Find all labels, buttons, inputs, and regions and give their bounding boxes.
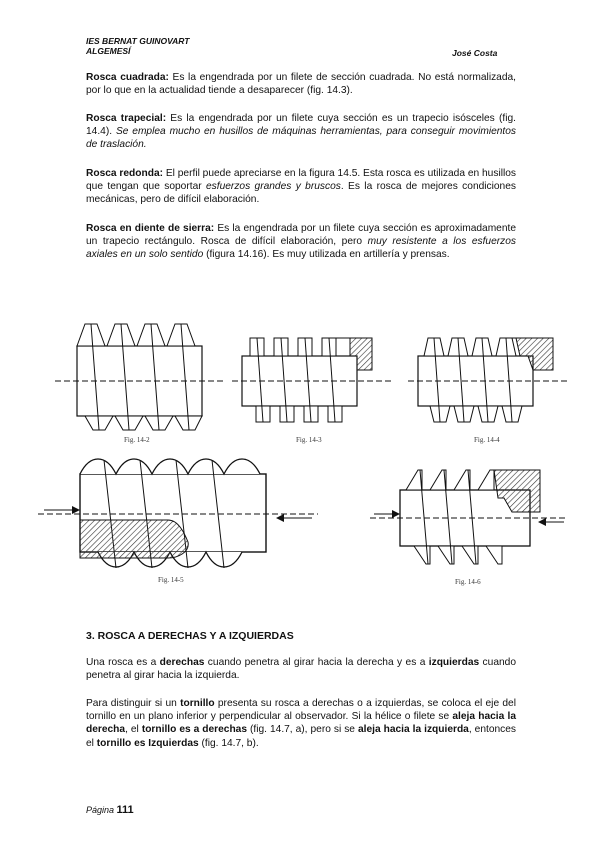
text-rosca-redonda-1: El perfil puede apreciarse en la figura 14.5. Esta rosca es utilizada en husillos que tengan que soportar: [86, 168, 516, 193]
italic-rosca-trapecial: Se emplea mucho en husillos de máquinas herramientas, para conseguir movimientos de traslación.: [86, 126, 516, 151]
dist-text-2: presenta su rosca a derechas o a izquierdas, se coloca el eje del tornillo en un plano inferior y perpendicular al observador. Si la hélice o filete se: [86, 698, 516, 723]
dist-term-aleja-izquierda: aleja hacia la izquierda: [357, 724, 469, 736]
term-rosca-sierra: Rosca en diente de sierra:: [86, 223, 215, 234]
paragraph-definicion-derechas-izquierdas: [86, 656, 516, 682]
italic-rosca-sierra: muy resistente a los esfuerzos axiales en un solo sentido: [86, 236, 517, 261]
dist-text-6: (fig. 14.7, b).: [198, 737, 259, 749]
term-rosca-cuadrada: Rosca cuadrada:: [86, 72, 169, 83]
paragraph-rosca-sierra: [86, 222, 516, 262]
school-name: IES BERNAT GUINOVART: [86, 36, 190, 46]
figure-14-6-illustration: [370, 460, 566, 578]
author-name: José Costa: [452, 48, 498, 58]
paragraph-distinguir-rosca: [86, 697, 516, 750]
section-title: 3. ROSCA A DERECHAS Y A IZQUIERDAS: [86, 630, 294, 642]
caption-fig-14-2: Fig. 14-2: [124, 436, 150, 444]
figure-14-5-illustration: [38, 452, 318, 576]
text-rosca-trapecial: Es la engendrada por un filete cuya sección es un trapecio isósceles (fig. 14.4).: [86, 113, 516, 138]
def-text-3: cuando penetra al girar hacia la izquierda.: [86, 657, 516, 682]
paragraph-rosca-redonda: [86, 167, 516, 207]
school-town: ALGEMESÍ: [86, 46, 131, 56]
text-rosca-redonda-2: . Es la rosca de mejores condiciones mecánicas, pero de difícil elaboración.: [86, 181, 516, 206]
dist-text-3: , el: [125, 724, 142, 736]
dist-text-4: (fig. 14.7, a), pero si se: [247, 724, 358, 736]
page-footer: [86, 804, 134, 816]
def-term-izquierdas: izquierdas: [428, 657, 480, 668]
school-header: [86, 36, 189, 56]
caption-fig-14-3: Fig. 14-3: [296, 436, 322, 444]
text-rosca-sierra-2: (figura 14.16). Es muy utilizada en artillería y prensas.: [203, 249, 450, 261]
figure-14-2-illustration: [55, 318, 225, 438]
page-label: Página: [86, 805, 117, 815]
caption-fig-14-5: Fig. 14-5: [158, 576, 184, 584]
text-rosca-sierra-1: Es la engendrada por un filete cuya sección es aproximadamente un trapecio rectángulo. Rosca de difícil elaboración, pero: [86, 223, 517, 248]
paragraph-rosca-cuadrada: [86, 71, 516, 97]
dist-text-5: , entonces el: [86, 724, 517, 749]
def-text-2: cuando penetra al girar hacia la derecha y es a: [204, 657, 429, 668]
figure-14-4-illustration: [408, 326, 568, 431]
dist-term-aleja-derecha: aleja hacia la derecha: [86, 711, 516, 736]
def-text-1: Una rosca es a: [86, 657, 160, 668]
dist-term-tornillo-izquierdas: tornillo es Izquierdas: [96, 737, 199, 749]
paragraph-rosca-trapecial: [86, 112, 516, 152]
italic-rosca-redonda: esfuerzos grandes y bruscos: [206, 181, 341, 193]
dist-text-1: Para distinguir si un: [86, 698, 181, 709]
term-rosca-trapecial: Rosca trapecial:: [86, 113, 167, 124]
page-number: 111: [116, 804, 134, 816]
dist-term-tornillo-derechas: tornillo es a derechas: [141, 724, 248, 736]
def-term-derechas: derechas: [159, 657, 205, 668]
caption-fig-14-4: Fig. 14-4: [474, 436, 500, 444]
dist-term-tornillo: tornillo: [180, 698, 215, 709]
caption-fig-14-6: Fig. 14-6: [455, 578, 481, 586]
figure-14-3-illustration: [232, 326, 392, 431]
term-rosca-redonda: Rosca redonda:: [86, 168, 164, 179]
text-rosca-cuadrada: Es la engendrada por un filete de sección cuadrada. No está normalizada, por lo que en la actualidad tiende a desaparecer (fig. 14.3).: [86, 72, 516, 97]
